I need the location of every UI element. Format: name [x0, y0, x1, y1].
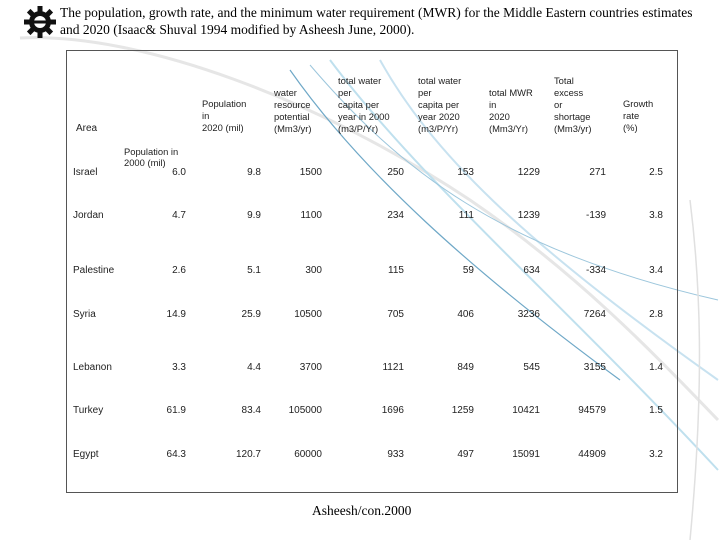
column-header-growth [623, 98, 653, 134]
column-header-excess [554, 75, 592, 135]
table-cell: 2.6 [172, 265, 186, 276]
table-cell: 234 [387, 210, 404, 221]
page-title: The population, growth rate, and the minimum water requirement (MWR) for the Middle Eastern countries estimates and 2020 (Isaac& Shuval 1994 modified by Asheesh June, 2000). [60, 5, 693, 37]
table-cell: 3236 [517, 309, 540, 320]
gear-logo-icon [22, 4, 58, 40]
table-cell: 61.9 [166, 405, 186, 416]
table-cell: 25.9 [241, 309, 261, 320]
table-cell: 1500 [299, 167, 322, 178]
table-cell: 111 [458, 210, 474, 221]
table-cell: 3.4 [649, 265, 663, 276]
row-name-syria: Syria [73, 309, 96, 320]
header-line: in [489, 99, 497, 110]
header-line: 2000 (mil) [124, 157, 166, 168]
table-cell: 1229 [517, 167, 540, 178]
table-cell: 705 [387, 309, 404, 320]
table-cell: 14.9 [166, 309, 186, 320]
table-cell: 3155 [583, 362, 606, 373]
footer-credit: Asheesh/con.2000 [312, 503, 412, 518]
column-header-tw2000 [338, 75, 390, 135]
table-cell: 105000 [288, 405, 322, 416]
header-line: 2020 [489, 111, 510, 122]
table-cell: 4.4 [247, 362, 261, 373]
table-cell: 64.3 [166, 449, 186, 460]
table-cell: 4.7 [172, 210, 186, 221]
header-line: year in 2000 [338, 111, 390, 122]
table-cell: 1121 [382, 362, 404, 373]
table-cell: 59 [462, 265, 474, 276]
column-header-pop2020 [202, 98, 246, 134]
header-line: shortage [554, 111, 591, 122]
header-line: capita per [418, 99, 460, 110]
table-cell: 271 [589, 167, 606, 178]
header-line: (m3/P/Yr) [338, 123, 379, 134]
header-line: per [418, 87, 432, 98]
header-line: in [202, 110, 210, 121]
table-cell: 5.1 [247, 265, 261, 276]
table-cell: 153 [457, 167, 474, 178]
table-cell: 250 [387, 167, 404, 178]
header-line: total MWR [489, 87, 533, 98]
header-line: 2020 (mil) [202, 122, 244, 133]
row-name-palestine: Palestine [73, 265, 115, 276]
table-cell: 2.8 [649, 309, 663, 320]
table-cell: 300 [305, 265, 322, 276]
header-line: year 2020 [418, 111, 460, 122]
header-line: (Mm3/Yr) [489, 123, 529, 134]
table-cell: 1.5 [649, 405, 663, 416]
header-line: Population [202, 98, 247, 109]
header-line: (m3/P/Yr) [418, 123, 459, 134]
table-cell: 120.7 [235, 449, 261, 460]
table-cell: 115 [388, 265, 404, 276]
table-cell: 60000 [294, 449, 322, 460]
table-cell: 10500 [294, 309, 322, 320]
table-cell: 1239 [517, 210, 540, 221]
header-line: Total [554, 75, 574, 86]
header-line: per [338, 87, 352, 98]
table-cell: 545 [523, 362, 540, 373]
table-cell: 3.8 [649, 210, 663, 221]
row-name-egypt: Egypt [73, 449, 99, 460]
table-cell: 849 [457, 362, 474, 373]
header-line: water [274, 87, 297, 98]
column-header-wrp [274, 87, 312, 135]
row-name-turkey: Turkey [73, 405, 104, 416]
table-cell: 3700 [299, 362, 322, 373]
header-line: Population in [124, 146, 179, 157]
header-line: (Mm3/yr) [274, 123, 312, 134]
header-line: Growth [623, 98, 654, 109]
table-cell: 406 [457, 309, 474, 320]
header-line: rate [623, 110, 640, 121]
table-cell: 15091 [512, 449, 540, 460]
row-name-jordan: Jordan [73, 210, 104, 221]
table-cell: -139 [585, 210, 606, 221]
row-name-lebanon: Lebanon [73, 362, 112, 373]
header-line: or [554, 99, 563, 110]
table-cell: 1696 [381, 405, 404, 416]
table-cell: 1100 [300, 210, 322, 221]
header-line: total water [338, 75, 382, 86]
table-cell: 1.4 [649, 362, 663, 373]
population-2000-header [124, 146, 178, 168]
table-cell: 3.3 [172, 362, 186, 373]
table-cell: -334 [585, 265, 606, 276]
table-cell: 1259 [451, 405, 474, 416]
column-header-tw2020 [418, 75, 461, 135]
area-header: Area [76, 123, 98, 134]
table-cell: 94579 [578, 405, 606, 416]
header-line: (Mm3/yr) [554, 123, 592, 134]
table-cell: 44909 [578, 449, 606, 460]
table-cell: 7264 [583, 309, 606, 320]
table-cell: 9.8 [247, 167, 261, 178]
header-line: excess [554, 87, 584, 98]
table-cell: 3.2 [649, 449, 663, 460]
header-line: potential [274, 111, 310, 122]
header-line: (%) [623, 122, 638, 133]
header-line: capita per [338, 99, 380, 110]
header-line: total water [418, 75, 462, 86]
table-cell: 634 [523, 265, 540, 276]
table-cell: 9.9 [247, 210, 261, 221]
table-cell: 2.5 [649, 167, 663, 178]
table-cell: 6.0 [172, 167, 186, 178]
table-cell: 83.4 [241, 405, 261, 416]
table-cell: 10421 [512, 405, 540, 416]
table-cell: 933 [387, 449, 404, 460]
header-line: resource [274, 99, 311, 110]
table-cell: 497 [457, 449, 474, 460]
row-name-israel: Israel [73, 167, 98, 178]
column-header-mwr [489, 87, 533, 135]
